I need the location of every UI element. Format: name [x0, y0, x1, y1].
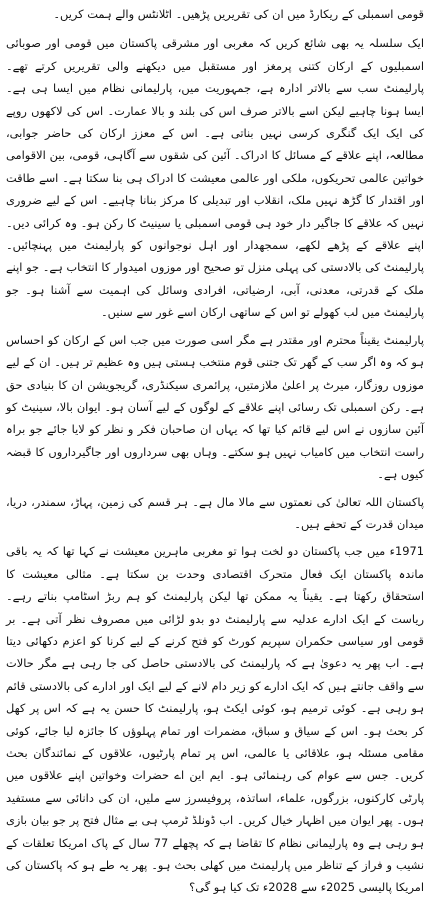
article-paragraph-2: ایک سلسلہ یہ بھی شائع کریں کہ مغربی اور مشرقی پاکستان میں قومی اور صوبائی اسمبلیوں کے ارکان کتنی پرمغز اور مستقبل میں دیکھنے والی تقریریں کرتے تھے۔ پارلیمنٹ سب سے بالاتر ادارہ ہے، جمہوریت میں، پارلیمانی نظام میں ایسا ہی ہے۔ ایسا ہونا چاہیے لیکن اسے بالاتر صرف اس کی بلند و بالا عمارت۔ اس کی لاکھوں روپے کی ایک ایک گنگری کرسی نہیں بناتی ہے۔ اس کے معزز ارکان کی حاضر جوابی، مطالعہ، اپنے علاقے کے مسائل کا ادراک۔ آئین کی شقوں سے آگاہی، قومی، بین الاقوامی خواتین عالمی تحریکوں، ملکی اور عالمی معیشت کا ادراک ہی بنا سکتا ہے۔ اسے طاقت اور اقتدار کا گڑھ نہیں ملک، انقلاب اور تبدیلی کا مرکز بنانا چاہیے۔ اس کے لیے ضروری نہیں کہ علاقے کا جاگیر دار خود ہی قومی اسمبلی یا سینیٹ کا رکن ہو۔ وہ کرائی دیں۔ اپنے علاقے کے پڑھے لکھے، سمجھدار اور اہل نوجوانوں کو پارلیمنٹ میں پہنچائیں۔ پارلیمنٹ کی بالادستی کی پہلی منزل تو صحیح اور موزوں امیدوار کا انتخاب ہے۔ جو اپنے ملک کے قدرتی، معدنی، آبی، ارضیاتی، افرادی وسائل کی اہمیت سے آشنا ہو۔ جو پارلیمنٹ میں لب کھولے تو اس کے ساتھی ارکان اسے غور سے سنیں۔ [6, 36, 424, 320]
article-paragraph-3: پارلیمنٹ یقیناً محترم اور مقتدر ہے مگر اسی صورت میں جب اس کے ارکان کو احساس ہو کہ وہ اگر سب کے گھر تک جتنی قوم منتخب ہستی ہیں وہ عظیم تر ہیں۔ ان کے لیے موزوں روزگار، میرٹ پر اعلیٰ ملازمتیں، پرائمری سیکنڈری، گریجویشن ان کا بنیادی حق ہے۔ رکن اسمبلی تک رسائی اپنے علاقے کے لوگوں کے لیے آسان ہو۔ ایوان بالا، سینیٹ کو آئین سازوں نے اس لیے قائم کیا تھا کہ یہاں ان صاحبان فکر و نظر کو لایا جائے جو براہ راست انتخاب میں کامیاب نہیں ہو سکتے۔ وہاں بھی سرداروں اور جاگیرداروں کا قبضہ کیوں ہے۔ [6, 332, 424, 482]
article-paragraph-4: پاکستان اللہ تعالیٰ کی نعمتوں سے مالا مال ہے۔ ہر قسم کی زمین، پہاڑ، سمندر، دریا، میدان قدرت کے تحفے ہیں۔ [6, 494, 424, 531]
article-paragraph-1: قومی اسمبلی کے ریکارڈ میں ان کی تقریریں پڑھیں۔ اٹلانٹس والے ہمت کریں۔ [53, 7, 424, 21]
article-paragraph-5: 1971ء میں جب پاکستان دو لخت ہوا تو مغربی ماہرین معیشت نے کہا تھا کہ یہ باقی ماندہ پاکستان ایک فعال متحرک اقتصادی وحدت بن سکتا ہے۔ مثالی معیشت کا استحقاق رکھتا ہے۔ یقیناً یہ ممکن تھا لیکن پارلیمنٹ کو ہم ربڑ اسٹامپ بناتے رہے۔ ریاست کے ایک ادارے عدلیہ سے پارلیمنٹ دو بدو لڑائی میں مصروف نظر آتی ہے۔ بر قومی اور سیاسی حکمران سپریم کورٹ کو فتح کرنے کے لیے کرنا کو اعزم دکھائی دیتا ہے۔ اب پھر یہ دعویٰ ہے کہ پارلیمنٹ کی بالادستی حاصل کی جا رہی ہے مگر حالات سے واقف جانتے ہیں کہ ایک ادارے کو زیر دام لانے کے لیے ایک اور ادارے کی بالادستی قائم ہو رہی ہے۔ کوئی ترمیم ہو، کوئی ایکٹ ہو، پارلیمنٹ کا حسن یہ ہے کہ اس پر کھل کر بحث ہو۔ اس کے سیاق و سباق، مضمرات اور تمام پہلوؤں کا جائزہ لیا جائے، کوئی مقامی مسئلہ ہو، علاقائی یا عالمی، اس پر تمام پارٹیوں، علاقوں کے نمائندگان بحث کریں۔ جس سے عوام کی رہنمائی ہو۔ ایم این اے حضرات وخواتین اپنے علاقوں میں پارٹی کارکنوں، بزرگوں، علماء، اساتذہ، پروفیسرز سے ملیں، ان کی دانائی سے مستفید ہوں۔ پھر ایوان میں اظہار خیال کریں۔ اب ڈونلڈ ٹرمپ ہی بے مثال فتح پر جو بیان بازی ہو رہی ہے وہ پارلیمانی نظام کا تقاضا ہے کہ پچھلے 77 سال کے پاک امریکا تعلقات کے نشیب و فراز کے تناظر میں پارلیمنٹ میں کھلی بحث ہو۔ پھر یہ طے ہو کہ پاکستان کی امریکا پالیسی 2025ء سے 2028ء تک کیا ہو گی؟ [6, 544, 424, 895]
